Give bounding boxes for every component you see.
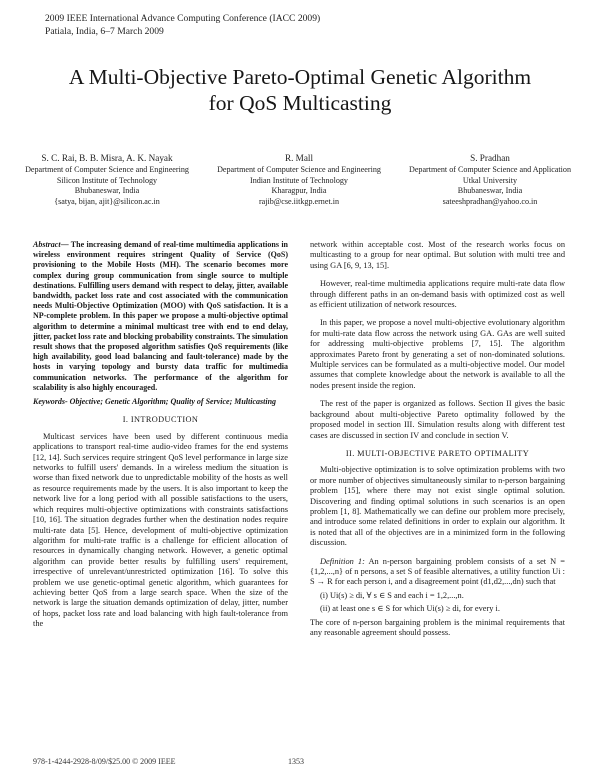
author-dept: Department of Computer Science and Engineering [25, 165, 189, 174]
definition-item: (i) Ui(s) ≥ di, ∀ s ∈ S and each i = 1,2,...,n. [320, 590, 464, 600]
introduction-text: Multicast services have been used by different continuous media applications to transport real-time audio-video frames for the end systems [12, 14]. Such services require stringent QoS level performance in large size networks to fulfill users' demands. In a wireless medium the situation is worse than fixed network due to unpredictable mobility of the hosts as well as resource requirements made by the users. It is also important to keep the network live for a long period with all possible satisfactions to the users, which requires multi-objective optimizations with constraints satisfactions [10, 16]. The situation degrades further when the destination nodes require multi-rate data [5]. Hence, development of multi-objective optimization algorithm for multi-rate traffic is a challenge for efficient allocation of resources in dynamically changing network. However, a genetic optimal algorithm can provide better results by fulfilling users' requirement, irrespective of unrelevant/unrestricted optimization [16]. To solve this problem we use genetic-optimal genetic algorithm, which guarantees for achieving better QoS from a large search space. When the size of the network is large the situation demands optimization of delay, jitter, number of hops, packet loss rate and load balancing with high fault-tolerance from the [33, 431, 288, 629]
author-block-1 [22, 152, 192, 207]
paragraph: The core of n-person bargaining problem is the minimal requirements that any reasonable agreement should possess. [310, 617, 565, 637]
author-email: {satya, bijan, ajit}@silicon.ac.in [54, 196, 160, 206]
author-block-2 [214, 152, 384, 207]
title-line-2: for QoS Multicasting [208, 91, 392, 115]
conference-location: Patiala, India, 6–7 March 2009 [45, 26, 164, 37]
definition-item: (ii) at least one s ∈ S for which Ui(s) ≥ di, for every i. [320, 604, 500, 614]
author-dept: Department of Computer Science and Application [408, 165, 572, 174]
keywords-label: Keywords- [33, 397, 68, 407]
author-inst: Silicon Institute of Technology [56, 175, 158, 185]
title-line-1: A Multi-Objective Pareto-Optimal Genetic Algorithm [68, 65, 532, 89]
section-heading-introduction: I. INTRODUCTION [122, 415, 199, 425]
paragraph: network within acceptable cost. Most of the research works focus on multicasting to a group for near optimal. But solution with multi tree and using GA [6, 9, 13, 15]. [310, 240, 565, 270]
author-inst: Utkal University [462, 175, 518, 185]
author-place: Bhubaneswar, India [74, 186, 140, 196]
keywords [33, 397, 288, 407]
paragraph: In this paper, we propose a novel multi-objective evolutionary algorithm for multi-rate data flow across the network using GA. GAs are well suited for addressing multi-objective problems [7, 15]. The algorithm approximates Pareto front by generating a set of non-dominated solutions. Multiple services can be formulated as a multi-objective model. Our model assumes that complete knowledge about the network is available to all the nodes present inside the region. [310, 318, 565, 390]
author-name: R. Mall [284, 153, 314, 163]
abstract [33, 240, 288, 393]
author-email: sateeshpradhan@yahoo.co.in [442, 196, 538, 206]
author-block-3 [405, 152, 575, 207]
abstract-text: — The increasing demand of real-time multimedia applications in wireless environment requires stringent Quality of Service (QoS) provisioning to the Mobile Hosts (MH). The scenario becomes more complex during group communication from single source to multiple destinations. Fulfilling users demand with respect to delay, jitter, available bandwidth, packet loss rate and cost associated with the communication needs Multi-Objective Optimization (MOO) with QoS satisfaction. It is a NP-complete problem. In this paper we propose a multi-objective optimal algorithm to determine a minimal multicast tree with end to end delay, jitter, packet loss rate and blocking probability constraints. The simulation result shows that the proposed algorithm satisfies QoS requirements (like high availability, good load balancing and fault-tolerance) made by the hosts in varying topology and bursty data traffic for multimedia communication networks. The performance of the algorithm for scalability is also highly encouraged. [33, 240, 288, 392]
keywords-text: Objective; Genetic Algorithm; Quality of Service; Multicasting [67, 397, 277, 407]
left-column [33, 240, 288, 633]
definition-text: An n-person bargaining problem consists of a set N = {1,2,...,n} of n persons, a set S of feasible alternatives, a utility function Ui : S → R for each person i, and a disagreement point (d1,d2,...,dn) such that [310, 556, 565, 587]
author-inst: Indian Institute of Technology [250, 175, 348, 185]
author-name: S. C. Rai, B. B. Misra, A. K. Nayak [41, 153, 173, 163]
author-dept: Department of Computer Science and Engineering [217, 165, 381, 174]
author-place: Bhubaneswar, India [457, 186, 523, 196]
page-number: 1353 [288, 757, 304, 766]
conference-header [45, 12, 320, 38]
paper-title [20, 64, 580, 116]
definition-label: Definition 1: [320, 556, 365, 566]
definition [310, 557, 565, 588]
section-heading-pareto: II. MULTI-OBJECTIVE PARETO OPTIMALITY [345, 448, 530, 458]
paragraph: Multi-objective optimization is to solve optimization problems with two or more number of objectives simultaneously similar to n-person bargaining problem [15], where there may not exist single optimal solution. Discovering and finding optimal solutions in such scenarios is an open problem [1, 8]. Mathematically we can define our problem more precisely, and introduce some related definitions in order to explain our algorithm. It is noted that all of the objectives are in a minimized form in the following discussion. [310, 465, 565, 548]
author-email: rajib@cse.iitkgp.ernet.in [258, 196, 340, 206]
right-column [310, 240, 565, 641]
abstract-label: Abstract [33, 240, 61, 249]
conference-name: 2009 IEEE International Advance Computing Conference (IACC 2009) [45, 13, 321, 24]
paragraph: The rest of the paper is organized as follows. Section II gives the basic background about multi-objective Pareto optimality followed by the proposed model in section III. Simulation results along with different test cases are discussed in section IV and conclude in section V. [310, 399, 565, 440]
paragraph: However, real-time multimedia applications require multi-rate data flow through different paths in an on-demand basis with optimized cost as well as efficient utilization of network resources. [310, 279, 565, 310]
author-name: S. Pradhan [470, 153, 510, 163]
footer-copyright: 978-1-4244-2928-8/09/$25.00 © 2009 IEEE [33, 757, 176, 766]
author-place: Kharagpur, India [271, 186, 327, 196]
